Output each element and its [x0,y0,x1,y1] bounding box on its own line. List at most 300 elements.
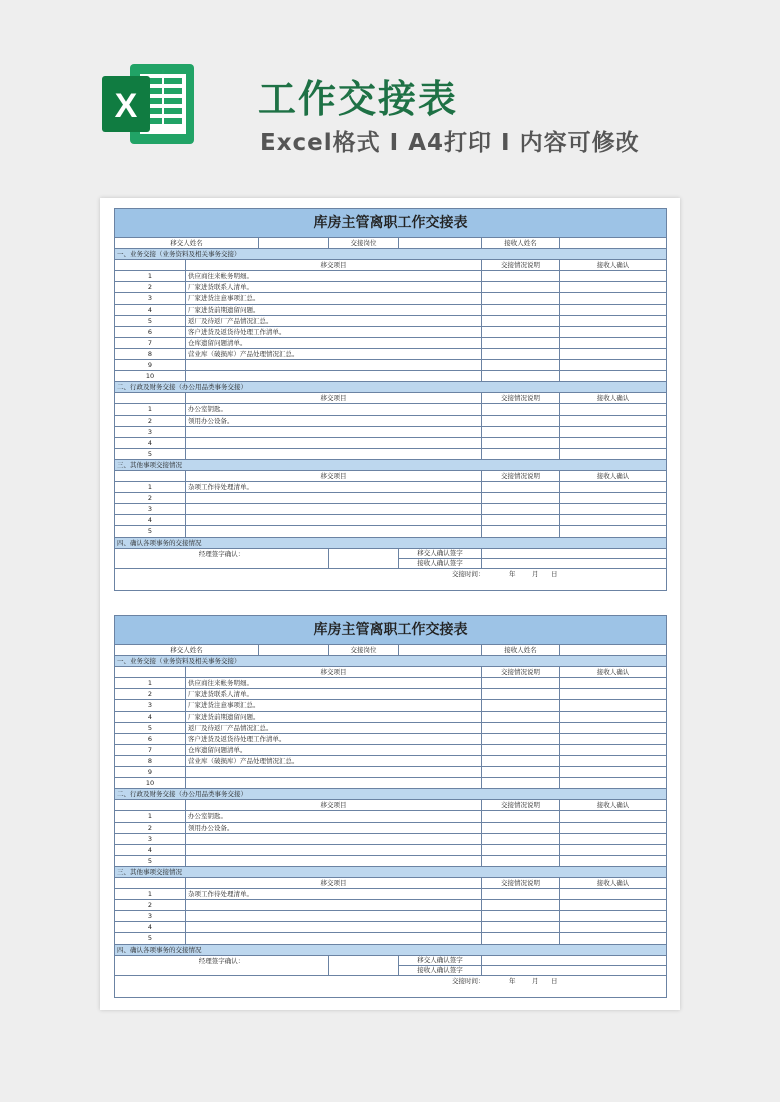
row-item: 厂家进货联系人清单。 [185,282,481,292]
handover-time-cell [115,976,666,997]
item-header: 移交项目 [185,471,481,481]
table-row [115,688,666,699]
row-desc [481,834,559,844]
row-item: 营业库（破损库）产品处理情况汇总。 [185,349,481,359]
column-header-row [115,259,666,270]
row-number: 9 [147,768,153,777]
row-desc [481,282,559,292]
row-desc [481,438,559,448]
no-header [115,260,185,270]
row-confirm [559,922,666,932]
row-number: 5 [147,449,153,458]
section-label: 三、其他事项交接情况 [115,460,666,470]
row-desc [481,734,559,744]
row-desc [481,371,559,381]
handover-time-label: 交接时间： [452,976,485,985]
transferor-name-value [258,238,328,248]
table-row [115,677,666,688]
table-row [115,699,666,710]
section-label: 三、其他事项交接情况 [115,867,666,877]
row-number: 1 [147,272,153,281]
transferor-post-value [398,238,481,248]
row-item [185,856,481,866]
table-row [115,711,666,722]
row-confirm [559,856,666,866]
info-row [115,237,666,248]
table-row [115,348,666,359]
form-title: 库房主管离职工作交接表 [313,215,468,231]
row-item: 客户进货及返货待处理工作清单。 [185,327,481,337]
sign-labels [398,549,481,568]
row-number: 4 [147,438,153,447]
transferor-name-label: 移交人姓名 [170,646,203,654]
row-confirm [559,889,666,899]
row-confirm [559,504,666,514]
row-desc [481,700,559,710]
table-row [115,910,666,921]
table-row [115,415,666,426]
manager-sign-value [328,956,398,975]
row-item [185,449,481,459]
row-confirm [559,933,666,943]
handover-time-row [115,568,666,590]
section-header-row [115,248,666,259]
row-confirm [559,438,666,448]
row-desc [481,526,559,536]
page-subtitle: Excel格式 I A4打印 I 内容可修改 [260,130,640,156]
row-confirm [559,282,666,292]
row-item [185,911,481,921]
row-desc [481,678,559,688]
no-header [115,471,185,481]
row-item [185,845,481,855]
row-confirm [559,700,666,710]
table-row [115,437,666,448]
year-label: 年 [509,569,516,578]
row-number: 1 [147,679,153,688]
item-header: 移交项目 [185,800,481,810]
row-number: 4 [147,845,153,854]
day-label: 日 [551,569,558,578]
row-item: 领用办公设备。 [185,416,481,426]
row-desc [481,889,559,899]
no-header [115,878,185,888]
manager-sign-label: 经理签字确认： [198,549,245,558]
section-label: 一、业务交接（业务资料及相关事务交接） [115,656,666,666]
no-header [115,800,185,810]
row-confirm [559,723,666,733]
row-item [185,504,481,514]
table-row [115,326,666,337]
table-row [115,292,666,303]
row-number: 2 [147,823,153,832]
item-header: 移交项目 [185,393,481,403]
row-item: 仓库遗留问题清单。 [185,338,481,348]
row-confirm [559,823,666,833]
row-desc [481,416,559,426]
form-title: 库房主管离职工作交接表 [313,622,468,638]
section-label: 二、行政及财务交接（办公用品类事务交接） [115,789,666,799]
row-number: 6 [147,734,153,743]
signature-row [115,955,666,975]
item-header: 移交项目 [185,878,481,888]
row-desc [481,900,559,910]
row-number: 2 [147,416,153,425]
row-number: 5 [147,934,153,943]
manager-sign-value [328,549,398,568]
row-confirm [559,404,666,414]
row-desc [481,504,559,514]
transferor-post-value [398,645,481,655]
item-header: 移交项目 [185,260,481,270]
row-confirm [559,745,666,755]
row-number: 5 [147,856,153,865]
desc-header: 交接情况说明 [481,471,559,481]
row-desc [481,823,559,833]
row-confirm [559,316,666,326]
row-item: 营业库（破损库）产品处理情况汇总。 [185,756,481,766]
row-item: 返厂及待返厂产品情况汇总。 [185,316,481,326]
handover-form [114,208,667,591]
table-row [115,899,666,910]
page-title: 工作交接表 [258,77,459,121]
row-desc [481,689,559,699]
row-item [185,360,481,370]
row-confirm [559,371,666,381]
row-number: 8 [147,756,153,765]
table-row [115,810,666,821]
row-number: 1 [147,812,153,821]
row-number: 4 [147,516,153,525]
receiver-name-value [559,645,666,655]
table-row [115,744,666,755]
row-number: 8 [147,349,153,358]
row-number: 1 [147,890,153,899]
form-title-row [115,209,666,237]
row-number: 4 [147,712,153,721]
table-row [115,514,666,525]
table-row [115,270,666,281]
row-number: 4 [147,923,153,932]
transferor-name-label: 移交人姓名 [170,239,203,247]
row-confirm [559,689,666,699]
row-number: 10 [145,779,155,788]
table-row [115,855,666,866]
table-row [115,722,666,733]
row-desc [481,305,559,315]
row-confirm [559,305,666,315]
row-desc [481,482,559,492]
row-item [185,526,481,536]
row-number: 9 [147,361,153,370]
row-desc [481,856,559,866]
row-number: 5 [147,527,153,536]
section-label: 四、确认各项事务的交接情况 [115,538,666,548]
row-confirm [559,526,666,536]
row-number: 1 [147,483,153,492]
row-item: 返厂及待返厂产品情况汇总。 [185,723,481,733]
section-label: 二、行政及财务交接（办公用品类事务交接） [115,382,666,392]
desc-header: 交接情况说明 [481,393,559,403]
signature-row [115,548,666,568]
table-row [115,525,666,536]
row-item: 客户进货及返货待处理工作清单。 [185,734,481,744]
transferor-name-value [258,645,328,655]
row-item [185,767,481,777]
row-confirm [559,449,666,459]
row-number: 3 [147,427,153,436]
row-desc [481,911,559,921]
logo-letter: X [114,87,138,125]
row-confirm [559,811,666,821]
table-row [115,370,666,381]
row-item: 供应商往来帐务明细。 [185,678,481,688]
table-row [115,281,666,292]
row-confirm [559,778,666,788]
row-desc [481,922,559,932]
table-row [115,844,666,855]
row-desc [481,745,559,755]
row-desc [481,811,559,821]
row-desc [481,723,559,733]
transferor-sign-label: 移交人确认签字 [417,955,463,964]
row-confirm [559,734,666,744]
desc-header: 交接情况说明 [481,667,559,677]
row-desc [481,293,559,303]
no-header [115,393,185,403]
table-row [115,833,666,844]
receiver-sign-label: 接收人确认签字 [399,965,481,975]
row-item [185,515,481,525]
table-row [115,822,666,833]
row-confirm [559,493,666,503]
row-item: 杂项工作待处理清单。 [185,482,481,492]
month-label: 月 [532,976,539,985]
transferor-sign-value [482,956,666,966]
month-label: 月 [532,569,539,578]
row-item: 供应商往来帐务明细。 [185,271,481,281]
table-row [115,503,666,514]
form-title-row [115,616,666,644]
row-number: 10 [145,372,155,381]
handover-time-row [115,975,666,997]
transferor-post-label: 交接岗位 [328,238,398,248]
row-confirm [559,678,666,688]
row-item: 领用办公设备。 [185,823,481,833]
row-number: 5 [147,316,153,325]
row-number: 7 [147,745,153,754]
day-label: 日 [551,976,558,985]
row-confirm [559,767,666,777]
row-desc [481,338,559,348]
sign-values [481,956,666,975]
confirm-header: 接收人确认 [559,260,666,270]
row-desc [481,515,559,525]
row-number: 2 [147,901,153,910]
no-header [115,667,185,677]
info-row [115,644,666,655]
row-number: 1 [147,405,153,414]
row-item: 厂家进货前期遗留问题。 [185,712,481,722]
confirm-header: 接收人确认 [559,800,666,810]
row-confirm [559,293,666,303]
table-row [115,481,666,492]
paper-sheet [100,198,680,1010]
row-confirm [559,515,666,525]
row-item [185,922,481,932]
row-desc [481,712,559,722]
handover-time-label: 交接时间： [452,569,485,578]
section-header-row [115,944,666,955]
row-desc [481,933,559,943]
row-desc [481,271,559,281]
header [0,0,780,200]
row-item: 办公室钥匙。 [185,404,481,414]
row-desc [481,767,559,777]
table-row [115,448,666,459]
section-header-row [115,655,666,666]
row-confirm [559,482,666,492]
row-confirm [559,427,666,437]
row-item: 杂项工作待处理清单。 [185,889,481,899]
table-row [115,777,666,788]
row-confirm [559,271,666,281]
row-desc [481,493,559,503]
manager-sign-label: 经理签字确认： [198,956,245,965]
row-confirm [559,756,666,766]
row-desc [481,756,559,766]
section-header-row [115,459,666,470]
table-row [115,755,666,766]
row-number: 2 [147,494,153,503]
row-confirm [559,416,666,426]
row-desc [481,845,559,855]
section-header-row [115,537,666,548]
row-number: 3 [147,701,153,710]
row-item [185,900,481,910]
row-item: 厂家进货联系人清单。 [185,689,481,699]
row-item [185,493,481,503]
row-desc [481,349,559,359]
column-header-row [115,470,666,481]
confirm-header: 接收人确认 [559,878,666,888]
receiver-name-label: 接收人姓名 [481,645,559,655]
row-desc [481,778,559,788]
confirm-header: 接收人确认 [559,667,666,677]
row-desc [481,327,559,337]
transferor-post-label: 交接岗位 [328,645,398,655]
row-confirm [559,900,666,910]
handover-time-cell [115,569,666,590]
receiver-sign-label: 接收人确认签字 [399,558,481,568]
sign-values [481,549,666,568]
row-number: 3 [147,294,153,303]
confirm-header: 接收人确认 [559,393,666,403]
table-row [115,315,666,326]
section-header-row [115,866,666,877]
row-item [185,427,481,437]
table-row [115,733,666,744]
section-header-row [115,788,666,799]
transferor-sign-value [482,549,666,559]
row-number: 3 [147,505,153,514]
receiver-name-value [559,238,666,248]
section-header-row [115,381,666,392]
desc-header: 交接情况说明 [481,878,559,888]
receiver-sign-value [482,558,666,568]
receiver-sign-value [482,965,666,975]
transferor-sign-label: 移交人确认签字 [417,548,463,557]
item-header: 移交项目 [185,667,481,677]
row-number: 5 [147,723,153,732]
receiver-name-label: 接收人姓名 [481,238,559,248]
row-number: 3 [147,912,153,921]
table-row [115,304,666,315]
row-item [185,933,481,943]
row-item [185,834,481,844]
table-row [115,888,666,899]
year-label: 年 [509,976,516,985]
row-item: 厂家进货前期遗留问题。 [185,305,481,315]
column-header-row [115,799,666,810]
excel-icon [100,60,198,148]
table-row [115,359,666,370]
row-confirm [559,338,666,348]
row-confirm [559,349,666,359]
column-header-row [115,392,666,403]
row-confirm [559,834,666,844]
row-item: 办公室钥匙。 [185,811,481,821]
row-confirm [559,911,666,921]
row-number: 7 [147,338,153,347]
confirm-header: 接收人确认 [559,471,666,481]
column-header-row [115,877,666,888]
row-number: 2 [147,283,153,292]
table-row [115,932,666,943]
column-header-row [115,666,666,677]
row-desc [481,404,559,414]
row-item [185,438,481,448]
table-row [115,492,666,503]
row-desc [481,449,559,459]
row-item: 仓库遗留问题清单。 [185,745,481,755]
row-confirm [559,712,666,722]
table-row [115,766,666,777]
sign-labels [398,956,481,975]
row-desc [481,360,559,370]
table-row [115,426,666,437]
section-label: 四、确认各项事务的交接情况 [115,945,666,955]
row-number: 3 [147,834,153,843]
desc-header: 交接情况说明 [481,260,559,270]
row-item [185,371,481,381]
row-number: 4 [147,305,153,314]
row-confirm [559,327,666,337]
row-item [185,778,481,788]
row-confirm [559,360,666,370]
table-row [115,921,666,932]
row-item: 厂家进货注意事项汇总。 [185,293,481,303]
row-confirm [559,845,666,855]
table-row [115,403,666,414]
row-number: 2 [147,690,153,699]
handover-form [114,615,667,998]
table-row [115,337,666,348]
row-desc [481,316,559,326]
section-label: 一、业务交接（业务资料及相关事务交接） [115,249,666,259]
row-desc [481,427,559,437]
desc-header: 交接情况说明 [481,800,559,810]
